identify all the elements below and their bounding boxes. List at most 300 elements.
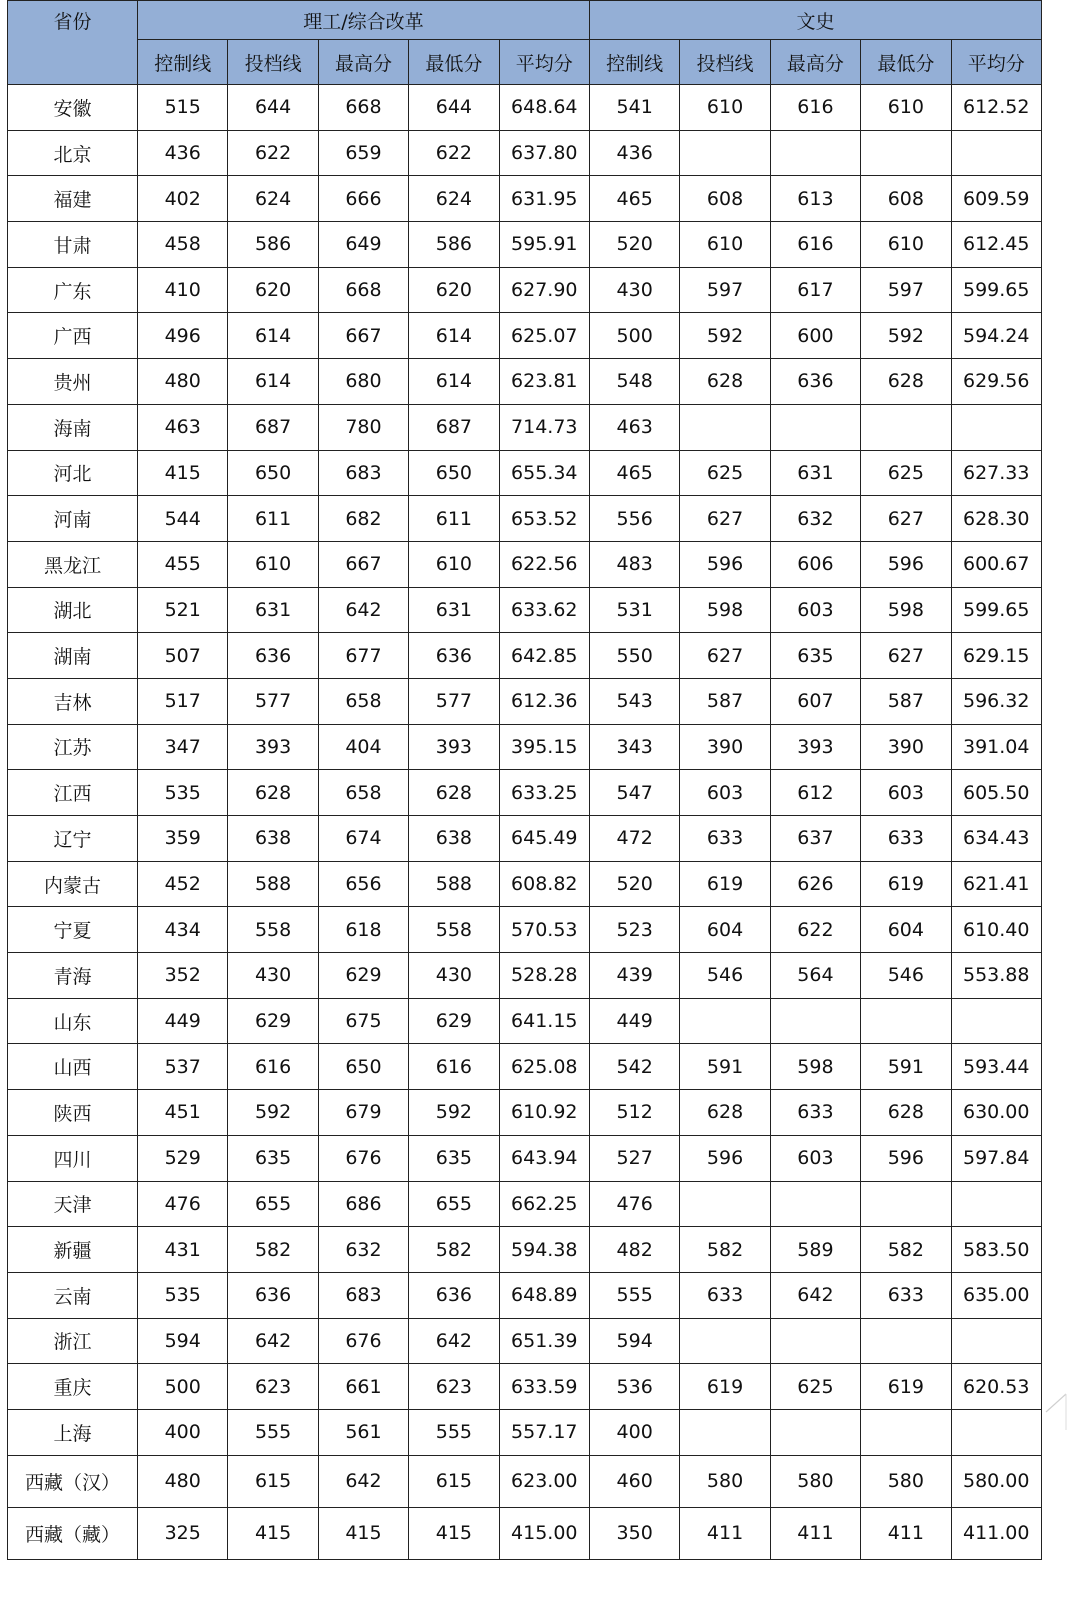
science-avg-score-cell: 570.53 <box>499 907 589 953</box>
arts-submission-line-cell: 627 <box>680 496 770 542</box>
arts-control-line-cell: 465 <box>589 176 679 222</box>
science-control-line-cell: 496 <box>138 313 228 359</box>
arts-avg-score-cell: 634.43 <box>951 816 1041 862</box>
arts-submission-line-cell: 390 <box>680 724 770 770</box>
science-max-score-cell: 674 <box>318 816 408 862</box>
science-max-score-cell: 658 <box>318 678 408 724</box>
province-cell: 云南 <box>8 1272 138 1318</box>
province-cell: 西藏（汉） <box>8 1455 138 1507</box>
province-cell: 四川 <box>8 1135 138 1181</box>
province-cell: 广西 <box>8 313 138 359</box>
arts-min-score-cell: 610 <box>861 222 951 268</box>
arts-max-score-cell: 635 <box>770 633 860 679</box>
science-max-score-cell: 666 <box>318 176 408 222</box>
arts-control-line-cell: 531 <box>589 587 679 633</box>
arts-submission-line-cell: 604 <box>680 907 770 953</box>
arts-max-score-cell: 607 <box>770 678 860 724</box>
arts-control-line-cell: 436 <box>589 130 679 176</box>
science-control-line-cell: 352 <box>138 953 228 999</box>
arts-max-score-cell: 589 <box>770 1227 860 1273</box>
science-avg-score-cell: 633.62 <box>499 587 589 633</box>
arts-avg-score-cell: 597.84 <box>951 1135 1041 1181</box>
province-cell: 天津 <box>8 1181 138 1227</box>
arts-avg-score-cell: 620.53 <box>951 1364 1041 1410</box>
science-avg-score-header: 平均分 <box>499 40 589 85</box>
table-body <box>8 85 1042 1560</box>
arts-max-score-cell: 616 <box>770 222 860 268</box>
arts-max-score-cell: 598 <box>770 1044 860 1090</box>
arts-control-line-cell: 547 <box>589 770 679 816</box>
province-cell: 青海 <box>8 953 138 999</box>
arts-min-score-cell: 603 <box>861 770 951 816</box>
science-submission-line-cell: 629 <box>228 998 318 1044</box>
science-control-line-cell: 400 <box>138 1409 228 1455</box>
science-min-score-cell: 650 <box>409 450 499 496</box>
arts-submission-line-cell: 596 <box>680 541 770 587</box>
arts-avg-score-cell: 629.56 <box>951 359 1041 405</box>
arts-control-line-cell: 556 <box>589 496 679 542</box>
science-min-score-cell: 623 <box>409 1364 499 1410</box>
table-row <box>8 907 1042 953</box>
table-row <box>8 1135 1042 1181</box>
science-control-line-cell: 463 <box>138 404 228 450</box>
science-min-score-cell: 638 <box>409 816 499 862</box>
science-max-score-cell: 780 <box>318 404 408 450</box>
arts-max-score-cell: 580 <box>770 1455 860 1507</box>
science-submission-line-cell: 615 <box>228 1455 318 1507</box>
table-row <box>8 541 1042 587</box>
science-avg-score-cell: 641.15 <box>499 998 589 1044</box>
science-control-line-cell: 480 <box>138 1455 228 1507</box>
arts-min-score-cell: 604 <box>861 907 951 953</box>
table-row <box>8 313 1042 359</box>
science-avg-score-cell: 557.17 <box>499 1409 589 1455</box>
arts-control-line-cell: 512 <box>589 1090 679 1136</box>
arts-submission-line-cell: 619 <box>680 1364 770 1410</box>
arts-submission-line-cell: 598 <box>680 587 770 633</box>
science-submission-line-cell: 430 <box>228 953 318 999</box>
science-avg-score-cell: 633.25 <box>499 770 589 816</box>
table-row <box>8 1409 1042 1455</box>
science-submission-line-cell: 586 <box>228 222 318 268</box>
arts-min-score-cell: 625 <box>861 450 951 496</box>
science-submission-line-cell: 655 <box>228 1181 318 1227</box>
science-control-line-cell: 347 <box>138 724 228 770</box>
table-row <box>8 222 1042 268</box>
arts-max-score-cell: 637 <box>770 816 860 862</box>
arts-submission-line-cell: 580 <box>680 1455 770 1507</box>
science-min-score-cell: 631 <box>409 587 499 633</box>
arts-max-score-cell <box>770 404 860 450</box>
arts-max-score-cell: 564 <box>770 953 860 999</box>
arts-control-line-cell: 541 <box>589 85 679 131</box>
science-min-score-cell: 622 <box>409 130 499 176</box>
table-row <box>8 176 1042 222</box>
arts-control-line-cell: 439 <box>589 953 679 999</box>
table-row <box>8 770 1042 816</box>
arts-control-line-header: 控制线 <box>589 40 679 85</box>
science-avg-score-cell: 627.90 <box>499 267 589 313</box>
arts-submission-line-cell <box>680 1318 770 1364</box>
arts-min-score-cell: 580 <box>861 1455 951 1507</box>
science-control-line-cell: 402 <box>138 176 228 222</box>
science-min-score-cell: 614 <box>409 359 499 405</box>
province-cell: 吉林 <box>8 678 138 724</box>
science-control-line-cell: 594 <box>138 1318 228 1364</box>
science-min-score-cell: 614 <box>409 313 499 359</box>
science-max-score-cell: 668 <box>318 85 408 131</box>
arts-submission-line-cell: 603 <box>680 770 770 816</box>
science-submission-line-cell: 628 <box>228 770 318 816</box>
arts-max-score-cell <box>770 1181 860 1227</box>
arts-avg-score-cell: 596.32 <box>951 678 1041 724</box>
arts-max-score-cell: 625 <box>770 1364 860 1410</box>
arts-submission-line-cell <box>680 1409 770 1455</box>
arts-min-score-cell: 628 <box>861 359 951 405</box>
science-submission-line-cell: 588 <box>228 861 318 907</box>
arts-avg-score-cell <box>951 1181 1041 1227</box>
science-min-score-cell: 592 <box>409 1090 499 1136</box>
science-submission-line-cell: 650 <box>228 450 318 496</box>
science-submission-line-cell: 577 <box>228 678 318 724</box>
science-control-line-cell: 480 <box>138 359 228 405</box>
arts-avg-score-cell: 609.59 <box>951 176 1041 222</box>
arts-max-score-cell: 616 <box>770 85 860 131</box>
province-cell: 江苏 <box>8 724 138 770</box>
science-max-score-cell: 679 <box>318 1090 408 1136</box>
arts-min-score-cell: 628 <box>861 1090 951 1136</box>
arts-submission-line-cell: 625 <box>680 450 770 496</box>
arts-avg-score-cell <box>951 1318 1041 1364</box>
province-cell: 黑龙江 <box>8 541 138 587</box>
science-avg-score-cell: 648.64 <box>499 85 589 131</box>
science-avg-score-cell: 623.81 <box>499 359 589 405</box>
arts-avg-score-header: 平均分 <box>951 40 1041 85</box>
arts-control-line-cell: 536 <box>589 1364 679 1410</box>
arts-avg-score-cell: 594.24 <box>951 313 1041 359</box>
province-cell: 福建 <box>8 176 138 222</box>
science-avg-score-cell: 612.36 <box>499 678 589 724</box>
science-min-score-cell: 644 <box>409 85 499 131</box>
arts-submission-line-cell: 633 <box>680 1272 770 1318</box>
province-cell: 湖北 <box>8 587 138 633</box>
arts-control-line-cell: 465 <box>589 450 679 496</box>
arts-submission-line-cell <box>680 404 770 450</box>
science-avg-score-cell: 595.91 <box>499 222 589 268</box>
arts-submission-line-cell: 610 <box>680 222 770 268</box>
arts-min-score-cell: 592 <box>861 313 951 359</box>
arts-avg-score-cell: 599.65 <box>951 587 1041 633</box>
science-submission-line-cell: 393 <box>228 724 318 770</box>
science-control-line-cell: 359 <box>138 816 228 862</box>
science-control-line-cell: 325 <box>138 1507 228 1559</box>
arts-max-score-cell: 612 <box>770 770 860 816</box>
province-cell: 陕西 <box>8 1090 138 1136</box>
arts-max-score-cell <box>770 130 860 176</box>
arts-control-line-cell: 430 <box>589 267 679 313</box>
science-avg-score-cell: 651.39 <box>499 1318 589 1364</box>
arts-min-score-header: 最低分 <box>861 40 951 85</box>
arts-avg-score-cell: 593.44 <box>951 1044 1041 1090</box>
science-min-score-cell: 586 <box>409 222 499 268</box>
science-submission-line-cell: 636 <box>228 633 318 679</box>
science-group-header: 理工/综合改革 <box>138 1 590 40</box>
science-avg-score-cell: 633.59 <box>499 1364 589 1410</box>
table-row <box>8 130 1042 176</box>
science-min-score-cell: 615 <box>409 1455 499 1507</box>
science-control-line-cell: 507 <box>138 633 228 679</box>
table-row <box>8 1090 1042 1136</box>
table-row <box>8 85 1042 131</box>
table-row <box>8 953 1042 999</box>
arts-min-score-cell <box>861 1409 951 1455</box>
arts-control-line-cell: 543 <box>589 678 679 724</box>
science-submission-line-cell: 638 <box>228 816 318 862</box>
science-min-score-cell: 582 <box>409 1227 499 1273</box>
science-avg-score-cell: 623.00 <box>499 1455 589 1507</box>
arts-control-line-cell: 520 <box>589 861 679 907</box>
arts-avg-score-cell: 391.04 <box>951 724 1041 770</box>
arts-min-score-cell: 608 <box>861 176 951 222</box>
arts-avg-score-cell: 629.15 <box>951 633 1041 679</box>
science-min-score-cell: 558 <box>409 907 499 953</box>
arts-max-score-cell: 393 <box>770 724 860 770</box>
arts-control-line-cell: 523 <box>589 907 679 953</box>
arts-max-score-cell: 606 <box>770 541 860 587</box>
science-max-score-cell: 683 <box>318 450 408 496</box>
science-max-score-cell: 680 <box>318 359 408 405</box>
science-avg-score-cell: 643.94 <box>499 1135 589 1181</box>
science-min-score-cell: 393 <box>409 724 499 770</box>
province-cell: 重庆 <box>8 1364 138 1410</box>
science-min-score-cell: 628 <box>409 770 499 816</box>
science-submission-line-cell: 635 <box>228 1135 318 1181</box>
science-submission-line-cell: 555 <box>228 1409 318 1455</box>
science-max-score-cell: 677 <box>318 633 408 679</box>
arts-submission-line-cell <box>680 998 770 1044</box>
science-min-score-cell: 588 <box>409 861 499 907</box>
science-max-score-cell: 661 <box>318 1364 408 1410</box>
science-control-line-cell: 529 <box>138 1135 228 1181</box>
arts-control-line-cell: 500 <box>589 313 679 359</box>
province-cell: 广东 <box>8 267 138 313</box>
science-min-score-cell: 616 <box>409 1044 499 1090</box>
science-max-score-cell: 642 <box>318 587 408 633</box>
arts-avg-score-cell: 612.45 <box>951 222 1041 268</box>
arts-avg-score-cell: 553.88 <box>951 953 1041 999</box>
science-control-line-cell: 452 <box>138 861 228 907</box>
province-cell: 上海 <box>8 1409 138 1455</box>
arts-control-line-cell: 555 <box>589 1272 679 1318</box>
science-control-line-cell: 521 <box>138 587 228 633</box>
arts-submission-line-cell: 627 <box>680 633 770 679</box>
arts-min-score-cell: 619 <box>861 1364 951 1410</box>
arts-submission-line-cell: 596 <box>680 1135 770 1181</box>
science-control-line-cell: 544 <box>138 496 228 542</box>
science-min-score-cell: 636 <box>409 1272 499 1318</box>
arts-submission-line-cell: 546 <box>680 953 770 999</box>
arts-max-score-cell: 642 <box>770 1272 860 1318</box>
arts-avg-score-cell: 605.50 <box>951 770 1041 816</box>
table-row <box>8 1044 1042 1090</box>
science-min-score-cell: 629 <box>409 998 499 1044</box>
science-control-line-cell: 415 <box>138 450 228 496</box>
science-avg-score-cell: 594.38 <box>499 1227 589 1273</box>
science-min-score-cell: 415 <box>409 1507 499 1559</box>
science-max-score-cell: 667 <box>318 541 408 587</box>
science-avg-score-cell: 625.07 <box>499 313 589 359</box>
science-min-score-cell: 577 <box>409 678 499 724</box>
arts-avg-score-cell: 612.52 <box>951 85 1041 131</box>
arts-submission-line-cell: 591 <box>680 1044 770 1090</box>
arts-max-score-cell: 632 <box>770 496 860 542</box>
province-cell: 江西 <box>8 770 138 816</box>
science-control-line-cell: 436 <box>138 130 228 176</box>
province-header: 省份 <box>8 1 138 85</box>
science-submission-line-cell: 616 <box>228 1044 318 1090</box>
science-control-line-cell: 535 <box>138 770 228 816</box>
science-avg-score-cell: 648.89 <box>499 1272 589 1318</box>
province-cell: 宁夏 <box>8 907 138 953</box>
arts-avg-score-cell: 411.00 <box>951 1507 1041 1559</box>
arts-min-score-cell: 610 <box>861 85 951 131</box>
arts-avg-score-cell: 635.00 <box>951 1272 1041 1318</box>
arts-control-line-cell: 527 <box>589 1135 679 1181</box>
table-row <box>8 587 1042 633</box>
science-control-line-cell: 410 <box>138 267 228 313</box>
arts-control-line-cell: 520 <box>589 222 679 268</box>
table-row <box>8 267 1042 313</box>
science-max-score-cell: 632 <box>318 1227 408 1273</box>
arts-control-line-cell: 449 <box>589 998 679 1044</box>
science-min-score-header: 最低分 <box>409 40 499 85</box>
arts-avg-score-cell: 599.65 <box>951 267 1041 313</box>
science-max-score-cell: 629 <box>318 953 408 999</box>
arts-min-score-cell: 633 <box>861 1272 951 1318</box>
arts-max-score-cell: 617 <box>770 267 860 313</box>
arts-control-line-cell: 594 <box>589 1318 679 1364</box>
table-row <box>8 1455 1042 1507</box>
province-cell: 山西 <box>8 1044 138 1090</box>
science-min-score-cell: 636 <box>409 633 499 679</box>
page-corner-mark <box>1042 1390 1070 1434</box>
arts-max-score-cell: 622 <box>770 907 860 953</box>
arts-avg-score-cell <box>951 1409 1041 1455</box>
arts-control-line-cell: 542 <box>589 1044 679 1090</box>
table-header <box>8 1 1042 85</box>
science-max-score-header: 最高分 <box>318 40 408 85</box>
science-submission-line-cell: 610 <box>228 541 318 587</box>
science-max-score-cell: 667 <box>318 313 408 359</box>
science-submission-line-cell: 642 <box>228 1318 318 1364</box>
science-avg-score-cell: 415.00 <box>499 1507 589 1559</box>
science-avg-score-cell: 653.52 <box>499 496 589 542</box>
arts-control-line-cell: 400 <box>589 1409 679 1455</box>
table-row <box>8 1227 1042 1273</box>
table-row <box>8 404 1042 450</box>
science-submission-line-cell: 592 <box>228 1090 318 1136</box>
arts-avg-score-cell <box>951 130 1041 176</box>
science-submission-line-cell: 614 <box>228 359 318 405</box>
science-control-line-header: 控制线 <box>138 40 228 85</box>
science-submission-line-cell: 636 <box>228 1272 318 1318</box>
arts-max-score-cell: 626 <box>770 861 860 907</box>
province-cell: 辽宁 <box>8 816 138 862</box>
science-control-line-cell: 500 <box>138 1364 228 1410</box>
science-avg-score-cell: 625.08 <box>499 1044 589 1090</box>
science-submission-line-cell: 415 <box>228 1507 318 1559</box>
science-avg-score-cell: 395.15 <box>499 724 589 770</box>
arts-avg-score-cell: 580.00 <box>951 1455 1041 1507</box>
science-avg-score-cell: 622.56 <box>499 541 589 587</box>
table-row <box>8 1272 1042 1318</box>
arts-min-score-cell: 627 <box>861 496 951 542</box>
science-max-score-cell: 642 <box>318 1455 408 1507</box>
arts-min-score-cell: 587 <box>861 678 951 724</box>
science-avg-score-cell: 528.28 <box>499 953 589 999</box>
science-max-score-cell: 676 <box>318 1135 408 1181</box>
table-row <box>8 1364 1042 1410</box>
arts-submission-line-cell: 411 <box>680 1507 770 1559</box>
table-row <box>8 1181 1042 1227</box>
science-submission-line-cell: 624 <box>228 176 318 222</box>
arts-min-score-cell: 546 <box>861 953 951 999</box>
science-submission-line-header: 投档线 <box>228 40 318 85</box>
table-row <box>8 633 1042 679</box>
arts-avg-score-cell: 630.00 <box>951 1090 1041 1136</box>
arts-control-line-cell: 548 <box>589 359 679 405</box>
province-cell: 北京 <box>8 130 138 176</box>
arts-submission-line-cell: 587 <box>680 678 770 724</box>
arts-max-score-cell: 613 <box>770 176 860 222</box>
science-avg-score-cell: 610.92 <box>499 1090 589 1136</box>
science-min-score-cell: 655 <box>409 1181 499 1227</box>
arts-max-score-cell <box>770 1318 860 1364</box>
science-max-score-cell: 415 <box>318 1507 408 1559</box>
arts-control-line-cell: 472 <box>589 816 679 862</box>
arts-submission-line-cell <box>680 130 770 176</box>
province-cell: 河北 <box>8 450 138 496</box>
arts-avg-score-cell: 628.30 <box>951 496 1041 542</box>
science-submission-line-cell: 614 <box>228 313 318 359</box>
arts-max-score-cell: 603 <box>770 587 860 633</box>
arts-max-score-cell: 636 <box>770 359 860 405</box>
arts-submission-line-cell: 628 <box>680 1090 770 1136</box>
arts-min-score-cell: 390 <box>861 724 951 770</box>
science-submission-line-cell: 644 <box>228 85 318 131</box>
science-submission-line-cell: 687 <box>228 404 318 450</box>
arts-submission-line-cell: 610 <box>680 85 770 131</box>
science-submission-line-cell: 631 <box>228 587 318 633</box>
science-control-line-cell: 434 <box>138 907 228 953</box>
arts-submission-line-cell: 582 <box>680 1227 770 1273</box>
arts-min-score-cell: 633 <box>861 816 951 862</box>
science-control-line-cell: 517 <box>138 678 228 724</box>
province-cell: 山东 <box>8 998 138 1044</box>
arts-submission-line-cell: 633 <box>680 816 770 862</box>
science-control-line-cell: 535 <box>138 1272 228 1318</box>
science-min-score-cell: 635 <box>409 1135 499 1181</box>
province-cell: 浙江 <box>8 1318 138 1364</box>
province-cell: 西藏（藏） <box>8 1507 138 1559</box>
arts-min-score-cell: 597 <box>861 267 951 313</box>
science-max-score-cell: 676 <box>318 1318 408 1364</box>
arts-group-header: 文史 <box>589 1 1041 40</box>
arts-max-score-cell: 631 <box>770 450 860 496</box>
science-avg-score-cell: 608.82 <box>499 861 589 907</box>
admission-score-table <box>7 0 1042 1560</box>
table-row <box>8 1507 1042 1559</box>
